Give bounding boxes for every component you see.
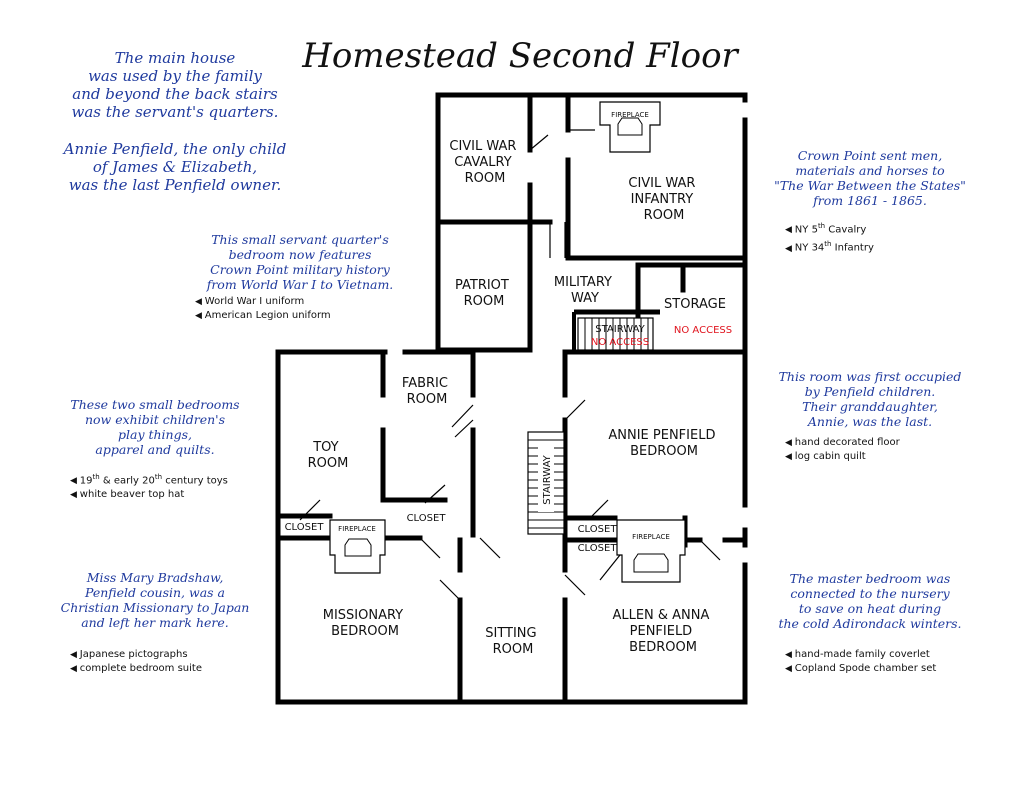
exhibit-item: ◀ American Legion uniform (195, 309, 331, 323)
note-line: apparel and quilts. (95, 442, 215, 457)
note-line: connected to the nursery (790, 586, 950, 601)
hearth-icon (618, 118, 642, 135)
exhibit-item: ◀ log cabin quilt (785, 450, 900, 464)
note-line: Penfield cousin, was a (85, 585, 225, 600)
door-swing (600, 555, 620, 580)
note-line: now exhibit children's (84, 412, 226, 427)
note-line: from 1861 - 1865. (813, 193, 927, 208)
exhibit-item: ◀ NY 5th Cavalry (785, 219, 874, 237)
note-line: The master bedroom was (789, 571, 951, 586)
fireplace-right-group (617, 520, 685, 582)
note-line: Crown Point military history (210, 262, 390, 277)
label-cavalry-room: CIVIL WAR CAVALRY ROOM (449, 139, 517, 186)
label-sitting-room: SITTING ROOM (485, 626, 537, 657)
hearth-icon (634, 554, 668, 572)
label-closet-mid: CLOSET (406, 513, 446, 524)
exhibit-item: ◀ white beaver top hat (70, 488, 228, 502)
diagram-title: Homestead Second Floor (302, 36, 738, 76)
label-missionary-bedroom: MISSIONARY BEDROOM (322, 608, 404, 639)
note-line: These two small bedrooms (70, 397, 240, 412)
exhibit-item: ◀ hand-made family coverlet (785, 648, 936, 662)
note-line: This room was first occupied (778, 369, 962, 384)
note-line: bedroom now features (228, 247, 372, 262)
fireplace-top-group (600, 102, 660, 152)
note-line: Christian Missionary to Japan (60, 600, 250, 615)
label-no-access-storage: NO ACCESS (673, 325, 733, 336)
door-swing (530, 135, 548, 150)
door-swing (590, 500, 608, 518)
door-swing (480, 538, 500, 558)
door-swing (455, 420, 473, 437)
note-line: Crown Point sent men, (797, 148, 943, 163)
label-fireplace-left: FIREPLACE (338, 525, 376, 533)
note-line: and left her mark here. (81, 615, 229, 630)
note-line: The main house (114, 49, 236, 67)
label-fabric-room: FABRIC ROOM (401, 376, 448, 407)
exhibit-item: ◀ Japanese pictographs (70, 648, 202, 662)
note-line: play things, (118, 427, 192, 442)
hearth-icon (345, 539, 371, 556)
exhibit-item: ◀ 19th & early 20th century toys (70, 470, 228, 488)
note-line: This small servant quarter's (211, 232, 389, 247)
label-fireplace-right: FIREPLACE (632, 533, 670, 541)
door-swing (700, 540, 720, 560)
label-patriot-room: PATRIOT ROOM (454, 278, 509, 309)
label-annie-bedroom: ANNIE PENFIELD BEDROOM (608, 428, 716, 459)
label-infantry-room: CIVIL WAR INFANTRY ROOM (628, 176, 696, 223)
fireplace-icon (617, 520, 685, 582)
door-swing (420, 538, 440, 558)
note-line: Annie, was the last. (807, 414, 933, 429)
note-line: the cold Adirondack winters. (778, 616, 962, 631)
door-swing (565, 400, 585, 420)
exhibit-item: ◀ World War I uniform (195, 295, 331, 309)
note-line: materials and horses to (795, 163, 945, 178)
door-swing (440, 580, 460, 600)
note-line: to save on heat during (798, 601, 942, 616)
note-line: and beyond the back stairs (72, 85, 278, 103)
label-closet-left: CLOSET (284, 522, 324, 533)
label-closet-right-top: CLOSET (577, 524, 617, 535)
note-line: of James & Elizabeth, (92, 158, 258, 176)
label-fireplace-top: FIREPLACE (611, 111, 649, 119)
note-line: by Penfield children. (804, 384, 936, 399)
exhibit-item: ◀ hand decorated floor (785, 436, 900, 450)
note-line: was used by the family (88, 67, 262, 85)
exhibit-item: ◀ NY 34th Infantry (785, 237, 874, 255)
label-storage: STORAGE (664, 297, 726, 312)
label-top-stairway: STAIRWAY (595, 324, 645, 335)
note-line: Annie Penfield, the only child (63, 140, 287, 158)
label-toy-room: TOY ROOM (307, 440, 349, 471)
label-no-access-stair: NO ACCESS (590, 337, 650, 348)
note-line: Their granddaughter, (802, 399, 938, 414)
note-line: was the last Penfield owner. (68, 176, 282, 194)
label-allen-anna-bedroom: ALLEN & ANNA PENFIELD BEDROOM (612, 608, 710, 655)
note-line: was the servant's quarters. (71, 103, 279, 121)
label-closet-right-bottom: CLOSET (577, 543, 617, 554)
note-line: "The War Between the States" (774, 178, 966, 193)
note-line: Miss Mary Bradshaw, (86, 570, 224, 585)
label-main-stairway: STAIRWAY (542, 455, 553, 505)
note-line: from World War I to Vietnam. (206, 277, 394, 292)
exhibit-item: ◀ complete bedroom suite (70, 662, 202, 676)
label-military-way: MILITARY WAY (553, 275, 612, 306)
door-swing (565, 575, 585, 595)
exhibit-item: ◀ Copland Spode chamber set (785, 662, 936, 676)
